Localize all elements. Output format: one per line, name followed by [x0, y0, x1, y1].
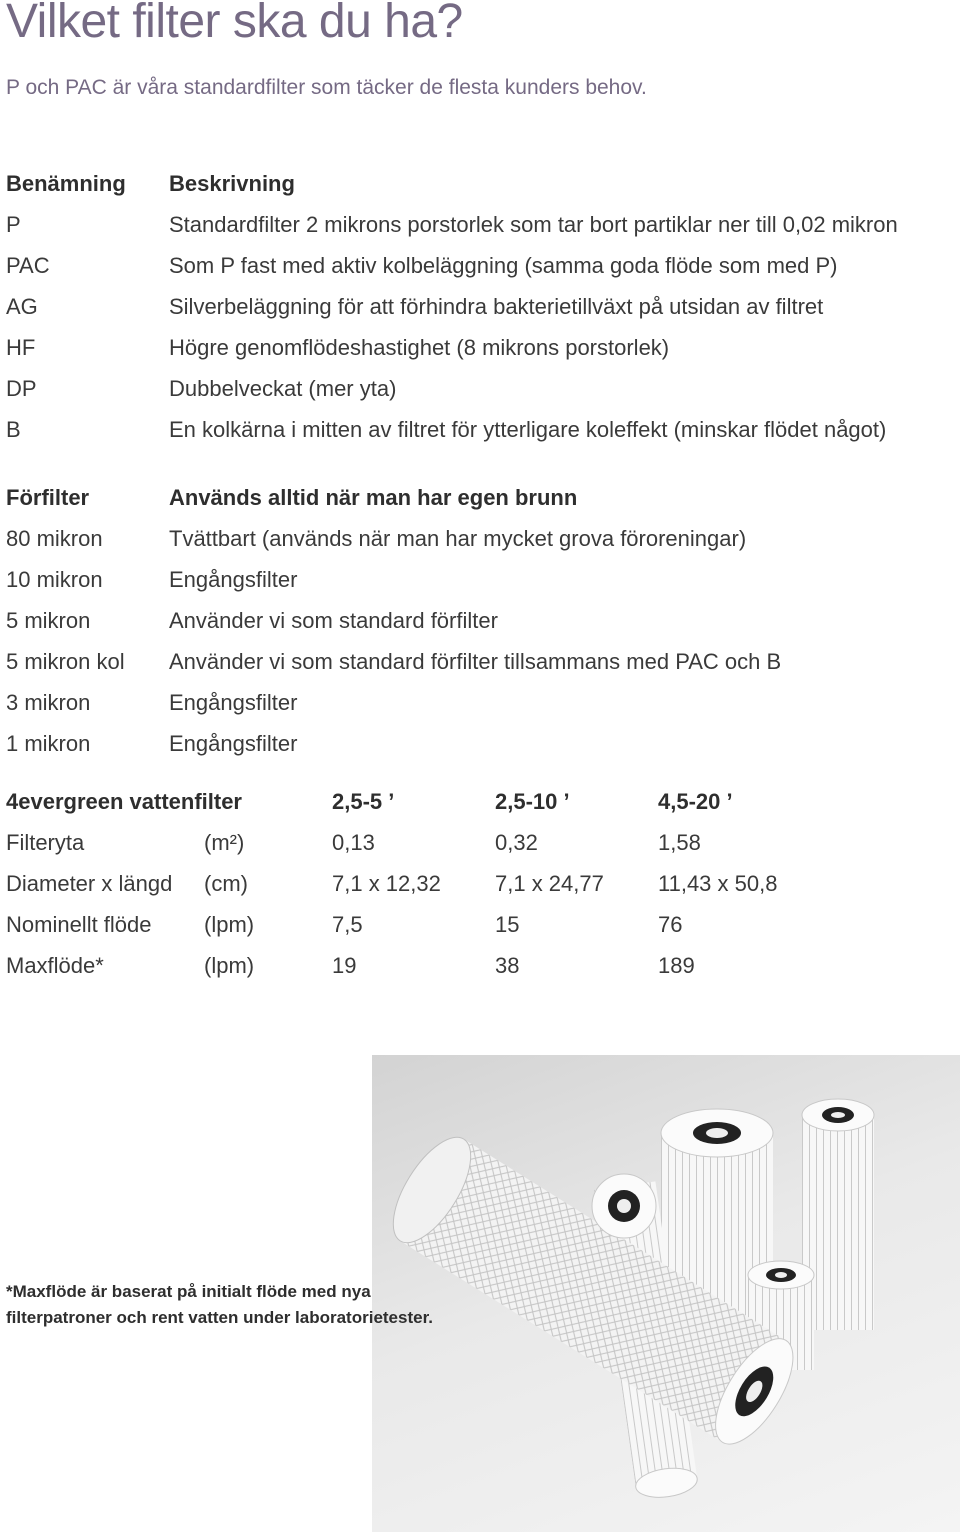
filter-description: Högre genomflödeshastighet (8 mikrons porstorlek) [169, 335, 670, 360]
prefilter-description: Engångsfilter [169, 731, 298, 756]
prefilter-size: 10 mikron [6, 567, 103, 592]
prefilter-size: 80 mikron [6, 526, 103, 551]
page-title: Vilket filter ska du ha? [6, 0, 463, 48]
spec-label: Filteryta [6, 830, 85, 855]
header-usage: Används alltid när man har egen brunn [169, 485, 578, 510]
spec-unit: (lpm) [204, 912, 255, 937]
page-subtitle: P och PAC är våra standardfilter som täcker de flesta kunders behov. [6, 76, 647, 99]
filter-name: AG [6, 294, 38, 319]
spec-value: 7,5 [332, 912, 363, 937]
spec-value: 0,32 [495, 830, 538, 855]
header-name: Benämning [6, 171, 126, 196]
filter-description: En kolkärna i mitten av filtret för ytterligare koleffekt (minskar flödet något) [169, 417, 887, 442]
spec-label: Diameter x längd [6, 871, 173, 896]
filter-cartridges-photo [372, 1055, 960, 1532]
header-size-large: 4,5-20 ’ [658, 789, 733, 814]
filter-name: B [6, 417, 21, 442]
spec-value: 0,13 [332, 830, 375, 855]
header-product: 4evergreen vattenfilter [6, 789, 242, 814]
prefilter-size: 1 mikron [6, 731, 91, 756]
prefilter-size: 5 mikron [6, 608, 91, 633]
header-prefilter: Förfilter [6, 485, 90, 510]
filter-description: Silverbeläggning för att förhindra bakterietillväxt på utsidan av filtret [169, 294, 824, 319]
prefilter-description: Engångsfilter [169, 567, 298, 592]
filter-name: PAC [6, 253, 50, 278]
filter-name: DP [6, 376, 37, 401]
footnote-line-2: filterpatroner och rent vatten under laboratorietester. [6, 1308, 433, 1327]
footnote-line-1: *Maxflöde är baserat på initialt flöde med nya [6, 1282, 371, 1301]
spec-value: 1,58 [658, 830, 701, 855]
filter-description: Som P fast med aktiv kolbeläggning (samma goda flöde som med P) [169, 253, 838, 278]
header-size-small: 2,5-5 ’ [332, 789, 395, 814]
spec-label: Nominellt flöde [6, 912, 152, 937]
filter-description: Dubbelveckat (mer yta) [169, 376, 397, 401]
cartridge-thin-cap [592, 1174, 656, 1238]
spec-label: Maxflöde* [6, 953, 104, 978]
spec-unit: (m²) [204, 830, 245, 855]
spec-unit: (cm) [204, 871, 248, 896]
header-size-medium: 2,5-10 ’ [495, 789, 570, 814]
prefilter-description: Tvättbart (används när man har mycket grova föroreningar) [169, 526, 747, 551]
prefilter-description: Engångsfilter [169, 690, 298, 715]
filter-name: P [6, 212, 21, 237]
prefilter-size: 5 mikron kol [6, 649, 125, 674]
spec-value: 7,1 x 24,77 [495, 871, 604, 896]
spec-value: 76 [658, 912, 683, 937]
spec-value: 11,43 x 50,8 [658, 871, 778, 896]
spec-unit: (lpm) [204, 953, 255, 978]
footnote [6, 1279, 433, 1331]
header-description: Beskrivning [169, 171, 295, 196]
filter-name: HF [6, 335, 36, 360]
spec-value: 19 [332, 953, 357, 978]
spec-value: 38 [495, 953, 520, 978]
prefilter-description: Använder vi som standard förfilter [169, 608, 498, 633]
spec-value: 189 [658, 953, 695, 978]
prefilter-size: 3 mikron [6, 690, 91, 715]
spec-value: 15 [495, 912, 520, 937]
prefilter-description: Använder vi som standard förfilter tillsammans med PAC och B [169, 649, 782, 674]
filter-description: Standardfilter 2 mikrons porstorlek som tar bort partiklar ner till 0,02 mikron [169, 212, 898, 237]
spec-value: 7,1 x 12,32 [332, 871, 441, 896]
